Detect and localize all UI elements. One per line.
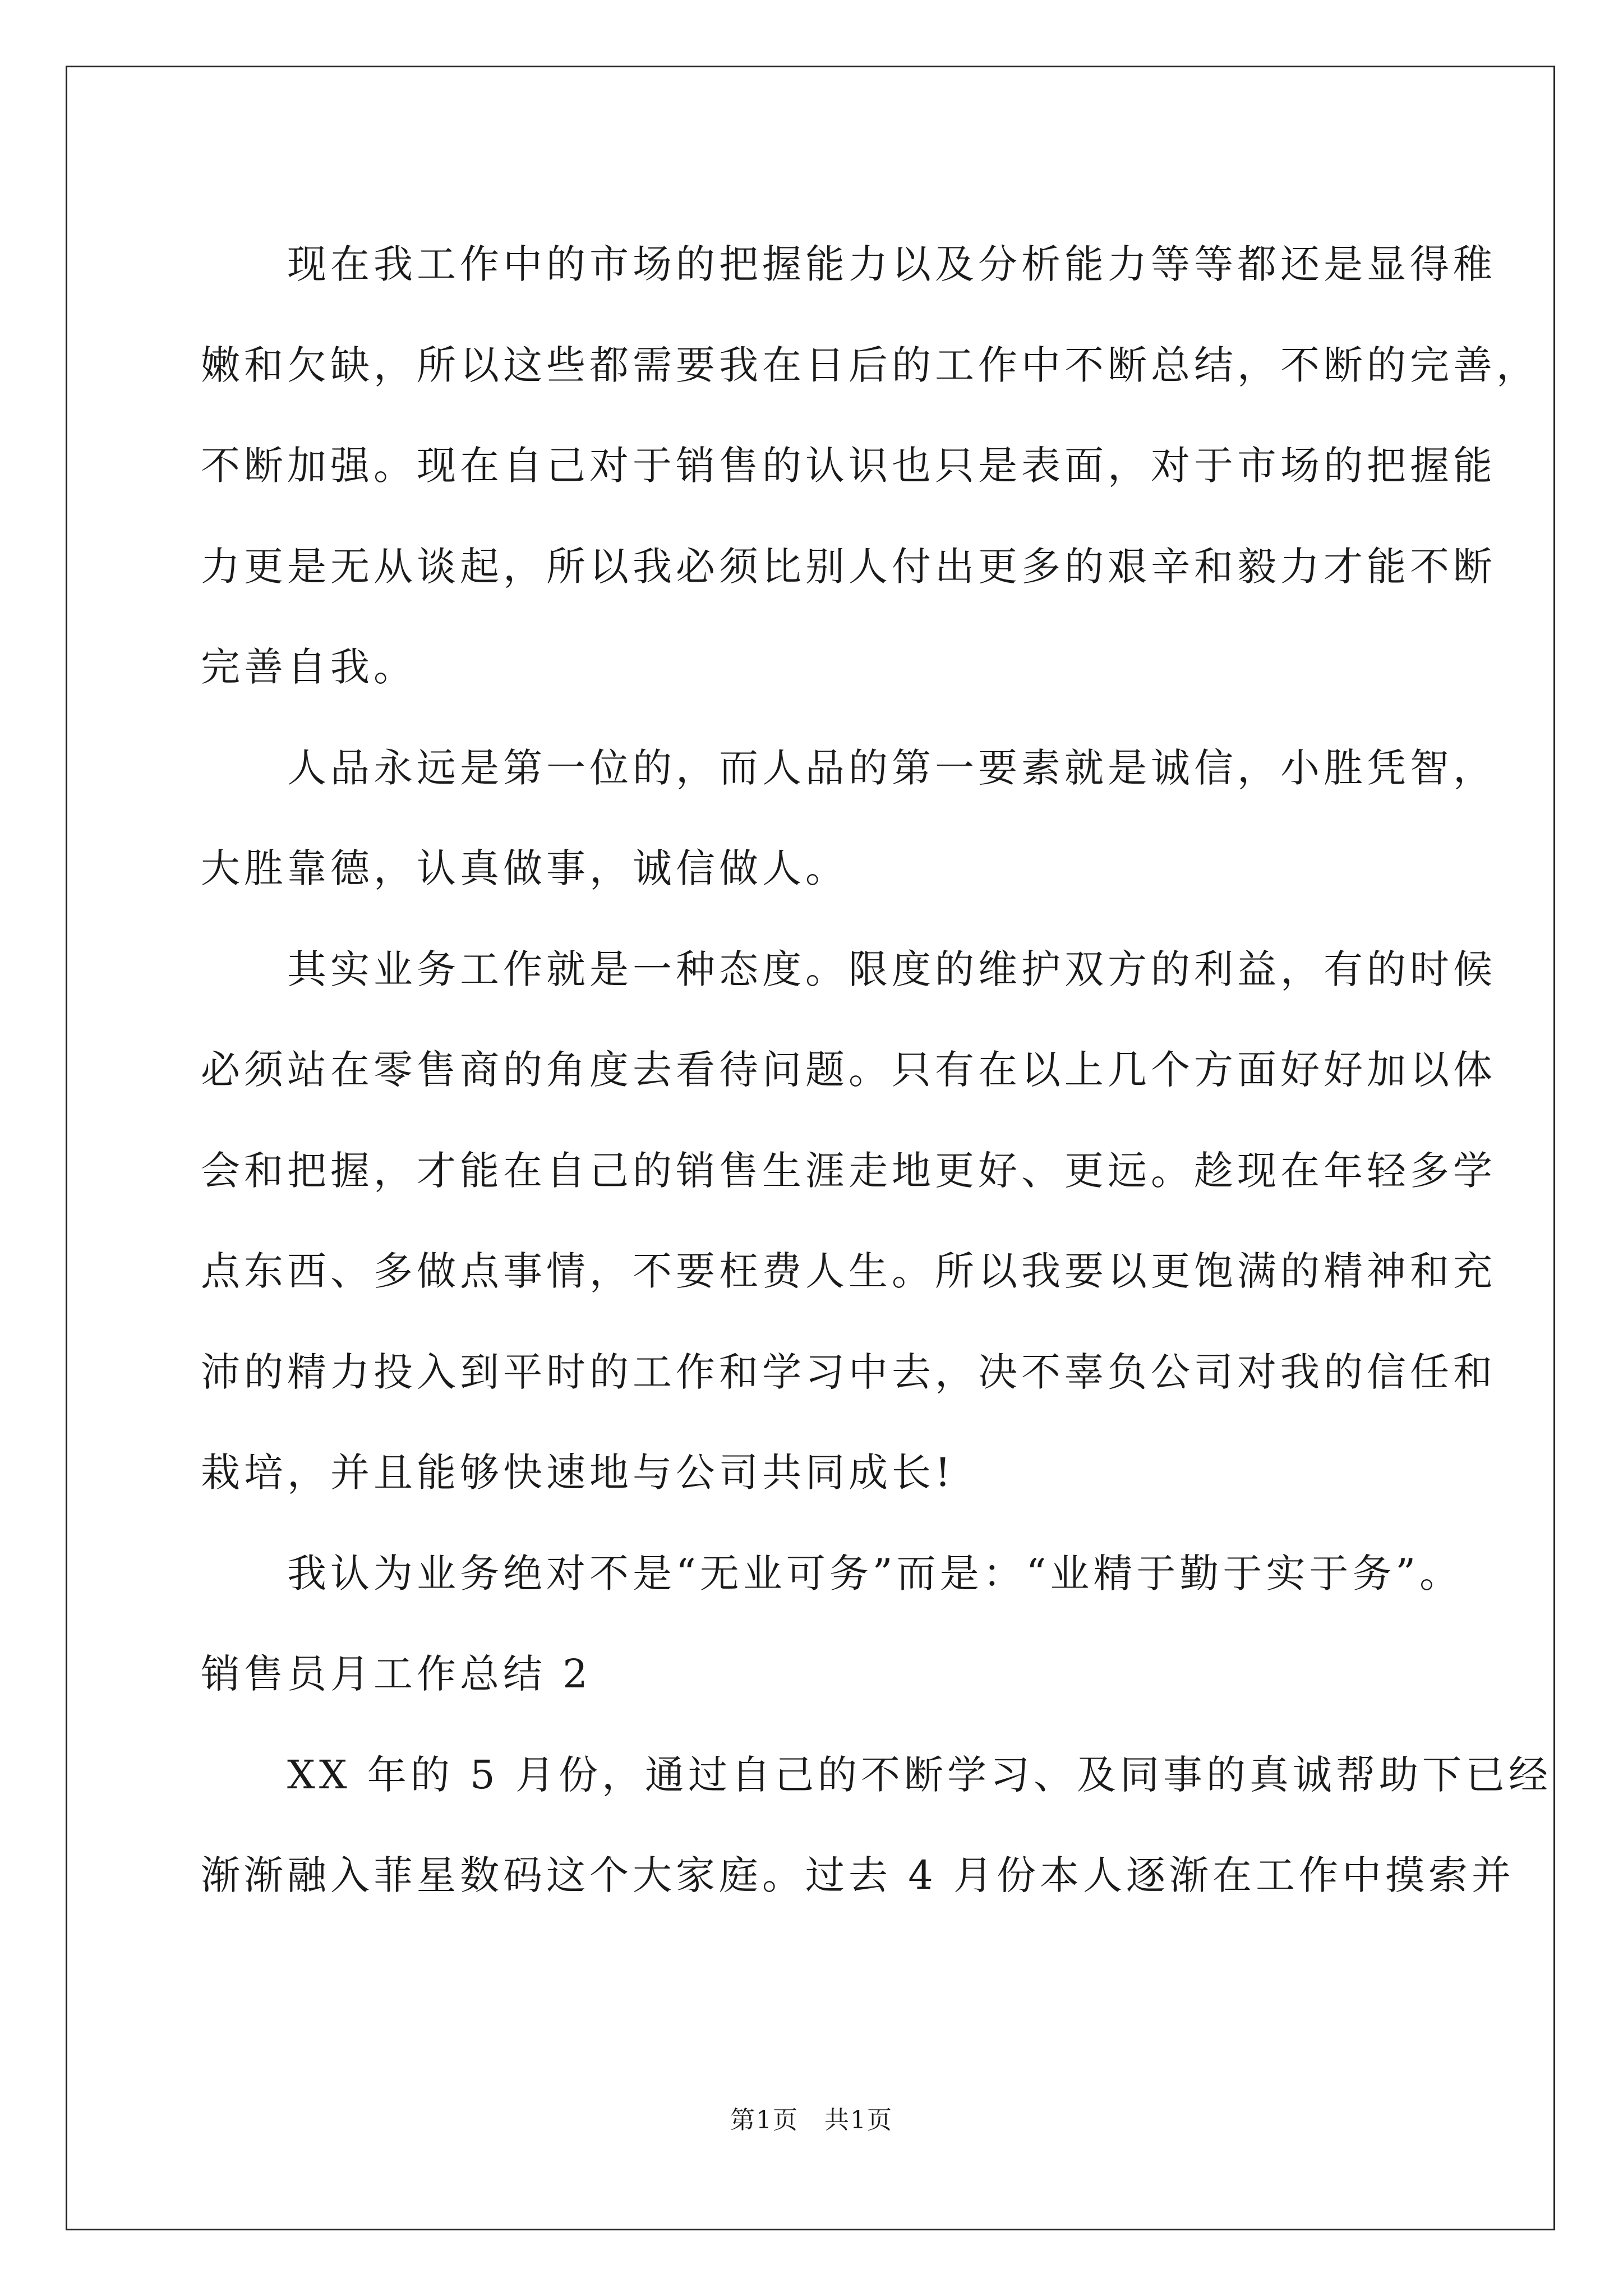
paragraph-line: 我认为业务绝对不是“无业可务”而是：“业精于勤于实于务”。 bbox=[201, 1550, 1463, 1596]
paragraph-line: 大胜靠德，认真做事，诚信做人。 bbox=[201, 845, 849, 891]
paragraph-line: 不断加强。现在自己对于销售的认识也只是表面，对于市场的把握能 bbox=[201, 443, 1496, 489]
paragraph-line: XX 年的 5 月份，通过自己的不断学习、及同事的真诚帮助下已经 bbox=[201, 1751, 1552, 1798]
paragraph-line: 沛的精力投入到平时的工作和学习中去，决不辜负公司对我的信任和 bbox=[201, 1349, 1496, 1395]
document-body bbox=[201, 214, 1552, 1926]
page-number-footer: 第1页 共1页 bbox=[730, 2106, 893, 2134]
paragraph-line: 嫩和欠缺，所以这些都需要我在日后的工作中不断总结，不断的完善， bbox=[201, 342, 1539, 388]
section-heading: 销售员月工作总结 2 bbox=[201, 1651, 592, 1697]
paragraph-line: 点东西、多做点事情，不要枉费人生。所以我要以更饱满的精神和充 bbox=[201, 1248, 1496, 1294]
paragraph-line: 力更是无从谈起，所以我必须比别人付出更多的艰辛和毅力才能不断 bbox=[201, 543, 1496, 590]
paragraph-line: 完善自我。 bbox=[201, 644, 417, 690]
paragraph-line: 其实业务工作就是一种态度。限度的维护双方的利益，有的时候 bbox=[201, 946, 1496, 992]
paragraph-line: 现在我工作中的市场的把握能力以及分析能力等等都还是显得稚 bbox=[201, 241, 1496, 287]
paragraph-line: 渐渐融入菲星数码这个大家庭。过去 4 月份本人逐渐在工作中摸索并 bbox=[201, 1852, 1515, 1898]
paragraph-line: 必须站在零售商的角度去看待问题。只有在以上几个方面好好加以体 bbox=[201, 1047, 1496, 1093]
paragraph-line: 人品永远是第一位的，而人品的第一要素就是诚信，小胜凭智， bbox=[201, 744, 1496, 791]
paragraph-line: 栽培，并且能够快速地与公司共同成长! bbox=[201, 1450, 955, 1496]
paragraph-line: 会和把握，才能在自己的销售生涯走地更好、更远。趁现在年轻多学 bbox=[201, 1147, 1496, 1194]
